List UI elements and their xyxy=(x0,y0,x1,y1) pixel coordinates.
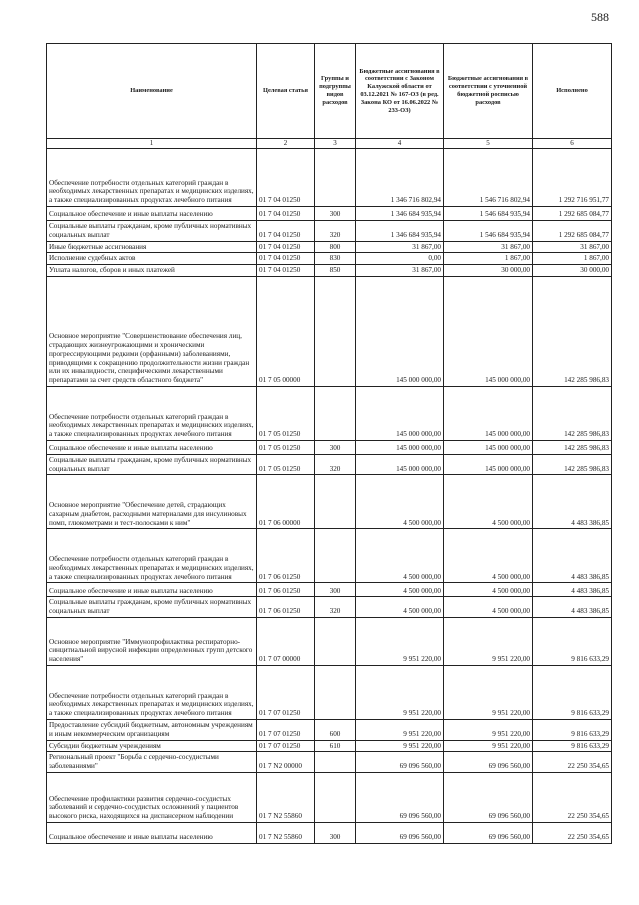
row-name: Социальное обеспечение и иные выплаты населению xyxy=(47,440,257,454)
column-numbers-row xyxy=(47,139,612,149)
column-number: 1 xyxy=(47,139,257,149)
row-target-article: 01 7 06 00000 xyxy=(257,475,315,529)
row-refined-allocation: 9 951 220,00 xyxy=(444,740,533,752)
row-target-article: 01 7 04 01250 xyxy=(257,265,315,277)
row-executed: 22 250 354,65 xyxy=(533,822,612,843)
row-refined-allocation: 69 096 560,00 xyxy=(444,752,533,773)
table-row xyxy=(47,207,612,221)
row-refined-allocation: 69 096 560,00 xyxy=(444,822,533,843)
row-refined-allocation: 69 096 560,00 xyxy=(444,772,533,822)
row-expense-group xyxy=(315,772,356,822)
table-row xyxy=(47,276,612,386)
header-target-article: Целевая статья xyxy=(257,44,315,139)
row-name: Предоставление субсидий бюджетным, автономным учреждениям и иным некоммерческим организациям xyxy=(47,720,257,741)
row-law-allocation: 69 096 560,00 xyxy=(356,772,444,822)
table-row xyxy=(47,253,612,265)
row-name: Обеспечение профилактики развития сердечно-сосудистых заболеваний и сердечно-сосудистых осложнений у пациентов высокого риска, находящихся на диспансерном наблюдении xyxy=(47,772,257,822)
row-expense-group: 600 xyxy=(315,720,356,741)
row-refined-allocation: 145 000 000,00 xyxy=(444,276,533,386)
row-refined-allocation: 4 500 000,00 xyxy=(444,597,533,618)
row-target-article: 01 7 05 01250 xyxy=(257,454,315,475)
row-name: Основное мероприятие "Иммунопрофилактика респираторно-синцитиальной вирусной инфекции определенных групп детского населения" xyxy=(47,618,257,666)
row-expense-group xyxy=(315,666,356,720)
row-refined-allocation: 4 500 000,00 xyxy=(444,529,533,583)
row-expense-group xyxy=(315,752,356,773)
column-number: 3 xyxy=(315,139,356,149)
row-refined-allocation: 1 546 684 935,94 xyxy=(444,221,533,242)
row-expense-group xyxy=(315,386,356,440)
row-executed: 1 292 685 084,77 xyxy=(533,207,612,221)
row-executed: 142 285 986,83 xyxy=(533,386,612,440)
row-target-article: 01 7 07 01250 xyxy=(257,740,315,752)
row-expense-group: 300 xyxy=(315,440,356,454)
row-law-allocation: 0,00 xyxy=(356,253,444,265)
row-target-article: 01 7 04 01250 xyxy=(257,221,315,242)
column-number: 6 xyxy=(533,139,612,149)
row-expense-group: 300 xyxy=(315,822,356,843)
row-target-article: 01 7 05 01250 xyxy=(257,440,315,454)
row-target-article: 01 7 05 01250 xyxy=(257,386,315,440)
row-name: Обеспечение потребности отдельных категорий граждан в необходимых лекарственных препаратах и медицинских изделиях, а также специализированных продуктах лечебного питания xyxy=(47,386,257,440)
column-number: 4 xyxy=(356,139,444,149)
row-expense-group: 320 xyxy=(315,221,356,242)
row-law-allocation: 4 500 000,00 xyxy=(356,475,444,529)
row-law-allocation: 1 346 684 935,94 xyxy=(356,221,444,242)
row-expense-group xyxy=(315,149,356,207)
row-expense-group: 300 xyxy=(315,583,356,597)
row-executed: 1 867,00 xyxy=(533,253,612,265)
row-refined-allocation: 9 951 220,00 xyxy=(444,666,533,720)
row-executed: 9 816 633,29 xyxy=(533,720,612,741)
row-executed: 1 292 716 951,77 xyxy=(533,149,612,207)
row-name: Основное мероприятие "Совершенствование обеспечения лиц, страдающих жизнеугрожающими и хроническими прогрессирующими редкими (орфанными) заболеваниями, приводящими к сокращению продолжительности жизни граждан или их инвалидности, специфическими лекарственными препаратами за счет средств областного бюджета" xyxy=(47,276,257,386)
row-expense-group: 300 xyxy=(315,207,356,221)
budget-table xyxy=(46,43,612,844)
row-target-article: 01 7 N2 55860 xyxy=(257,772,315,822)
table-row xyxy=(47,822,612,843)
row-target-article: 01 7 N2 00000 xyxy=(257,752,315,773)
row-executed: 9 816 633,29 xyxy=(533,618,612,666)
row-law-allocation: 4 500 000,00 xyxy=(356,529,444,583)
header-law-allocation: Бюджетные ассигнования в соответствии с Законом Калужской области от 03.12.2021 № 167-ОЗ (в ред. Закона КО от 16.06.2022 № 233-ОЗ) xyxy=(356,44,444,139)
row-expense-group xyxy=(315,276,356,386)
row-name: Социальное обеспечение и иные выплаты населению xyxy=(47,207,257,221)
row-name: Обеспечение потребности отдельных категорий граждан в необходимых лекарственных препаратах и медицинских изделиях, а также специализированных продуктах лечебного питания xyxy=(47,149,257,207)
table-row xyxy=(47,752,612,773)
row-executed: 4 483 386,85 xyxy=(533,529,612,583)
row-law-allocation: 9 951 220,00 xyxy=(356,618,444,666)
row-name: Исполнение судебных актов xyxy=(47,253,257,265)
row-executed: 142 285 986,83 xyxy=(533,276,612,386)
row-refined-allocation: 1 867,00 xyxy=(444,253,533,265)
row-executed: 22 250 354,65 xyxy=(533,772,612,822)
row-expense-group: 830 xyxy=(315,253,356,265)
row-name: Социальное обеспечение и иные выплаты населению xyxy=(47,822,257,843)
row-executed: 22 250 354,65 xyxy=(533,752,612,773)
row-executed: 9 816 633,29 xyxy=(533,740,612,752)
header-refined-allocation: Бюджетные ассигнования в соответствии с уточненной бюджетной росписью расходов xyxy=(444,44,533,139)
header-expense-group: Группы и подгруппы видов расходов xyxy=(315,44,356,139)
table-row xyxy=(47,221,612,242)
row-executed: 9 816 633,29 xyxy=(533,666,612,720)
row-name: Обеспечение потребности отдельных категорий граждан в необходимых лекарственных препаратах и медицинских изделиях, а также специализированных продуктах лечебного питания xyxy=(47,529,257,583)
row-law-allocation: 145 000 000,00 xyxy=(356,276,444,386)
row-target-article: 01 7 N2 55860 xyxy=(257,822,315,843)
row-executed: 4 483 386,85 xyxy=(533,475,612,529)
row-target-article: 01 7 06 01250 xyxy=(257,583,315,597)
row-law-allocation: 4 500 000,00 xyxy=(356,597,444,618)
row-expense-group: 610 xyxy=(315,740,356,752)
header-name: Наименование xyxy=(47,44,257,139)
row-executed: 30 000,00 xyxy=(533,265,612,277)
table-row xyxy=(47,720,612,741)
row-expense-group: 320 xyxy=(315,454,356,475)
row-name: Основное мероприятие "Обеспечение детей, страдающих сахарным диабетом, расходными материалами для инсулиновых помп, глюкометрами и тест-полосками к ним" xyxy=(47,475,257,529)
table-row xyxy=(47,265,612,277)
row-name: Иные бюджетные ассигнования xyxy=(47,241,257,253)
row-refined-allocation: 30 000,00 xyxy=(444,265,533,277)
row-law-allocation: 1 346 684 935,94 xyxy=(356,207,444,221)
table-row xyxy=(47,772,612,822)
row-refined-allocation: 145 000 000,00 xyxy=(444,454,533,475)
row-name: Социальное обеспечение и иные выплаты населению xyxy=(47,583,257,597)
row-expense-group xyxy=(315,529,356,583)
row-name: Региональный проект "Борьба с сердечно-сосудистыми заболеваниями" xyxy=(47,752,257,773)
row-name: Субсидии бюджетным учреждениям xyxy=(47,740,257,752)
row-executed: 1 292 685 084,77 xyxy=(533,221,612,242)
row-target-article: 01 7 04 01250 xyxy=(257,241,315,253)
row-expense-group: 800 xyxy=(315,241,356,253)
row-target-article: 01 7 06 01250 xyxy=(257,597,315,618)
row-name: Социальные выплаты гражданам, кроме публичных нормативных социальных выплат xyxy=(47,221,257,242)
row-expense-group xyxy=(315,618,356,666)
row-law-allocation: 145 000 000,00 xyxy=(356,386,444,440)
table-row xyxy=(47,583,612,597)
row-expense-group: 320 xyxy=(315,597,356,618)
row-target-article: 01 7 04 01250 xyxy=(257,149,315,207)
row-executed: 31 867,00 xyxy=(533,241,612,253)
row-target-article: 01 7 07 01250 xyxy=(257,666,315,720)
row-executed: 142 285 986,83 xyxy=(533,454,612,475)
table-row xyxy=(47,529,612,583)
row-target-article: 01 7 07 00000 xyxy=(257,618,315,666)
table-row xyxy=(47,475,612,529)
row-refined-allocation: 31 867,00 xyxy=(444,241,533,253)
row-expense-group: 850 xyxy=(315,265,356,277)
row-refined-allocation: 145 000 000,00 xyxy=(444,386,533,440)
row-name: Уплата налогов, сборов и иных платежей xyxy=(47,265,257,277)
row-law-allocation: 9 951 220,00 xyxy=(356,666,444,720)
row-law-allocation: 69 096 560,00 xyxy=(356,752,444,773)
table-row xyxy=(47,149,612,207)
column-number: 5 xyxy=(444,139,533,149)
row-refined-allocation: 1 546 716 802,94 xyxy=(444,149,533,207)
row-law-allocation: 31 867,00 xyxy=(356,241,444,253)
row-refined-allocation: 9 951 220,00 xyxy=(444,618,533,666)
table-row xyxy=(47,666,612,720)
row-target-article: 01 7 04 01250 xyxy=(257,207,315,221)
row-expense-group xyxy=(315,475,356,529)
row-name: Социальные выплаты гражданам, кроме публичных нормативных социальных выплат xyxy=(47,597,257,618)
row-target-article: 01 7 04 01250 xyxy=(257,253,315,265)
row-law-allocation: 4 500 000,00 xyxy=(356,583,444,597)
table-row xyxy=(47,740,612,752)
page-number: 588 xyxy=(591,10,609,24)
row-refined-allocation: 4 500 000,00 xyxy=(444,475,533,529)
row-executed: 4 483 386,85 xyxy=(533,583,612,597)
header-executed: Исполнено xyxy=(533,44,612,139)
row-law-allocation: 145 000 000,00 xyxy=(356,440,444,454)
row-law-allocation: 145 000 000,00 xyxy=(356,454,444,475)
row-law-allocation: 69 096 560,00 xyxy=(356,822,444,843)
row-law-allocation: 9 951 220,00 xyxy=(356,740,444,752)
row-law-allocation: 9 951 220,00 xyxy=(356,720,444,741)
row-target-article: 01 7 07 01250 xyxy=(257,720,315,741)
table-row xyxy=(47,618,612,666)
table-row xyxy=(47,241,612,253)
table-row xyxy=(47,597,612,618)
row-target-article: 01 7 06 01250 xyxy=(257,529,315,583)
table-row xyxy=(47,454,612,475)
row-name: Социальные выплаты гражданам, кроме публичных нормативных социальных выплат xyxy=(47,454,257,475)
row-refined-allocation: 4 500 000,00 xyxy=(444,583,533,597)
row-law-allocation: 31 867,00 xyxy=(356,265,444,277)
row-refined-allocation: 1 546 684 935,94 xyxy=(444,207,533,221)
table-row xyxy=(47,440,612,454)
table-row xyxy=(47,386,612,440)
row-refined-allocation: 145 000 000,00 xyxy=(444,440,533,454)
column-number: 2 xyxy=(257,139,315,149)
row-executed: 142 285 986,83 xyxy=(533,440,612,454)
row-law-allocation: 1 346 716 802,94 xyxy=(356,149,444,207)
header-row xyxy=(47,44,612,139)
row-refined-allocation: 9 951 220,00 xyxy=(444,720,533,741)
row-name: Обеспечение потребности отдельных категорий граждан в необходимых лекарственных препаратах и медицинских изделиях, а также специализированных продуктах лечебного питания xyxy=(47,666,257,720)
row-target-article: 01 7 05 00000 xyxy=(257,276,315,386)
row-executed: 4 483 386,85 xyxy=(533,597,612,618)
